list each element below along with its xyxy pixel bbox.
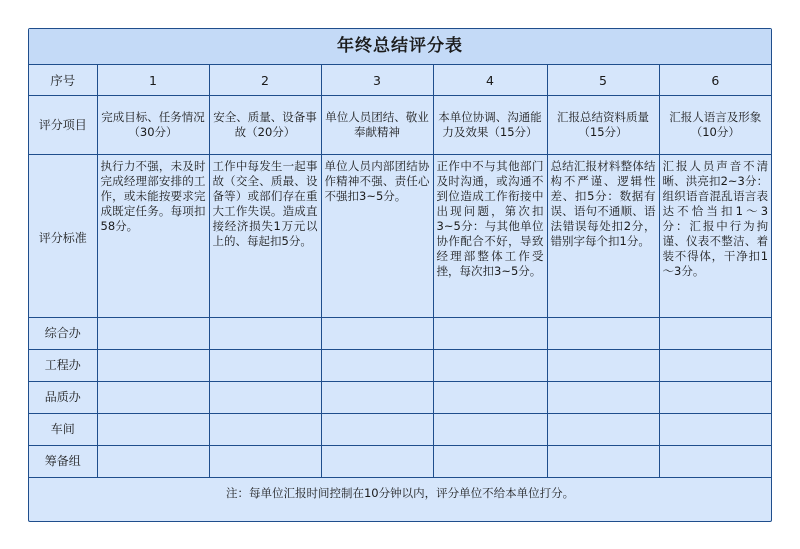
score-cell[interactable]: [97, 350, 209, 382]
department-row-3: [29, 382, 771, 414]
department-row-1: [29, 318, 771, 350]
header-row: [29, 65, 771, 96]
score-cell[interactable]: [433, 382, 547, 414]
score-cell[interactable]: [97, 318, 209, 350]
standard-cell-5: 总结汇报材料整体结构不严谨、逻辑性差、扣5分：数据有误、语句不通顺、语法错误每处扣2分， 错别字每个扣1分。: [547, 155, 659, 318]
department-label: 综合办: [29, 318, 97, 350]
standard-cell-4: 正作中不与其他部门及时沟通，或沟通不到位造成工作衔接中出现问题，第次扣3~5分：与其他单位协作配合不好，导致经理部整体工作受挫，每次扣3~5分。: [433, 155, 547, 318]
standard-cell-1: 执行力不强，未及时完成经理部安排的工作，或未能按要求完成既定任务。每项扣58分。: [97, 155, 209, 318]
score-cell[interactable]: [433, 318, 547, 350]
header-row-label: 序号: [29, 65, 97, 96]
item-cell-2: 安全、质量、设备事故（20分）: [209, 96, 321, 155]
item-cell-5: 汇报总结资料质量（15分）: [547, 96, 659, 155]
score-cell[interactable]: [547, 318, 659, 350]
standard-cell-2: 工作中每发生一起事故（交全、质最、设备等）或部们存在重大工作失误。造成直接经济损失1万元以上的、每起扣5分。: [209, 155, 321, 318]
department-label: 车间: [29, 414, 97, 446]
department-row-4: [29, 414, 771, 446]
standard-cell-3: 单位人员内部团结协作精神不强、责任心不强扣3~5分。: [321, 155, 433, 318]
score-cell[interactable]: [659, 382, 771, 414]
standards-row: [29, 155, 771, 318]
score-cell[interactable]: [321, 350, 433, 382]
department-label: 筹备组: [29, 446, 97, 478]
header-number-2: 2: [209, 65, 321, 96]
score-cell[interactable]: [433, 414, 547, 446]
score-cell[interactable]: [547, 414, 659, 446]
department-label: 工程办: [29, 350, 97, 382]
header-number-1: 1: [97, 65, 209, 96]
item-cell-4: 本单位协调、沟通能力及效果（15分）: [433, 96, 547, 155]
score-cell[interactable]: [659, 350, 771, 382]
score-cell[interactable]: [209, 350, 321, 382]
score-cell[interactable]: [209, 318, 321, 350]
score-cell[interactable]: [433, 350, 547, 382]
note-row: [29, 478, 771, 509]
score-sheet: [28, 28, 772, 522]
score-cell[interactable]: [321, 446, 433, 478]
header-number-6: 6: [659, 65, 771, 96]
item-cell-1: 完成目标、任务情况（30分）: [97, 96, 209, 155]
score-cell[interactable]: [321, 318, 433, 350]
score-cell[interactable]: [659, 414, 771, 446]
score-cell[interactable]: [433, 446, 547, 478]
score-cell[interactable]: [209, 414, 321, 446]
score-cell[interactable]: [97, 446, 209, 478]
header-number-3: 3: [321, 65, 433, 96]
score-cell[interactable]: [321, 382, 433, 414]
score-cell[interactable]: [547, 350, 659, 382]
department-row-2: [29, 350, 771, 382]
standards-row-label: 评分标准: [29, 155, 97, 318]
score-cell[interactable]: [209, 446, 321, 478]
score-cell[interactable]: [321, 414, 433, 446]
sheet-title: 年终总结评分表: [29, 29, 771, 65]
header-number-4: 4: [433, 65, 547, 96]
footnote: 注：每单位汇报时间控制在10分钟以内，评分单位不给本单位打分。: [29, 478, 771, 509]
item-cell-6: 汇报人语言及形象（10分）: [659, 96, 771, 155]
score-table: [29, 29, 771, 508]
items-row-label: 评分项目: [29, 96, 97, 155]
score-cell[interactable]: [547, 382, 659, 414]
score-cell[interactable]: [97, 414, 209, 446]
score-cell[interactable]: [659, 446, 771, 478]
standard-cell-6: 汇报人员声音不清晰、洪亮扣2~3分：组织语音混乱语言表达不恰当扣1～3分：汇报中行为拘谨、仪表不整洁、着装不得体，干净扣1～3分。: [659, 155, 771, 318]
header-number-5: 5: [547, 65, 659, 96]
department-row-5: [29, 446, 771, 478]
score-cell[interactable]: [97, 382, 209, 414]
items-row: [29, 96, 771, 155]
score-cell[interactable]: [659, 318, 771, 350]
item-cell-3: 单位人员团结、敬业奉献精神: [321, 96, 433, 155]
score-cell[interactable]: [209, 382, 321, 414]
score-cell[interactable]: [547, 446, 659, 478]
title-row: [29, 29, 771, 65]
department-label: 品质办: [29, 382, 97, 414]
